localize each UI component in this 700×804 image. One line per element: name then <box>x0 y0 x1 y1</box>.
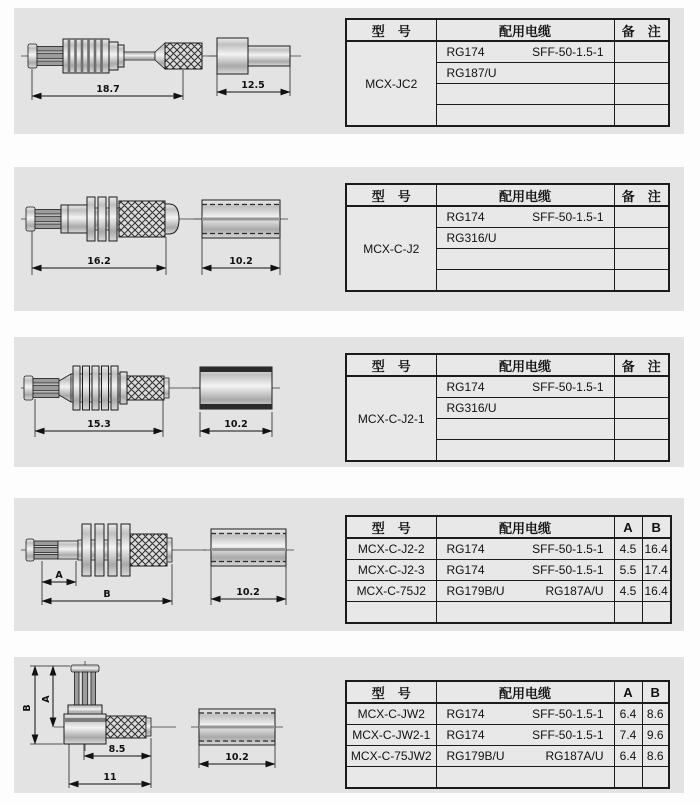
cable-cell <box>436 398 614 419</box>
cable-cell <box>436 538 614 560</box>
table-row <box>346 746 669 767</box>
crimp-sleeve <box>155 43 202 69</box>
col-header-cable: 配用电缆 <box>436 19 614 41</box>
table-row <box>346 376 669 398</box>
dimension-label: B <box>22 704 33 712</box>
dim-a-cell: 4.5 <box>614 581 642 602</box>
pin-contacts <box>28 44 63 68</box>
dimension-body-length <box>32 69 183 100</box>
cable-cell <box>436 746 614 767</box>
dimension-ferrule-length <box>200 412 272 437</box>
cable-cell <box>436 440 614 462</box>
dimension-ferrule-length <box>199 745 275 768</box>
crimp-sleeve <box>106 716 151 738</box>
dim-a-cell <box>614 602 642 624</box>
cable-primary: RG187/U <box>446 66 497 80</box>
crimp-sleeve <box>119 201 179 237</box>
col-header-cable: 配用电缆 <box>436 516 614 538</box>
cable-secondary: SFF-50-1.5-1 <box>532 380 604 394</box>
cable-cell <box>436 206 614 228</box>
model-cell: MCX-JC2 <box>346 41 436 126</box>
dim-b-cell: 9.6 <box>642 725 669 746</box>
spec-table-mcx-c-jw2 <box>345 680 670 789</box>
dim-a-cell: 5.5 <box>614 560 642 581</box>
dimension-label: 16.2 <box>87 256 111 267</box>
cable-primary: RG179B/U <box>446 749 505 763</box>
cable-secondary: SFF-50-1.5-1 <box>532 563 604 577</box>
col-header-model: 型 号 <box>346 681 436 703</box>
col-header-a: A <box>614 681 642 703</box>
dimension-label: 8.5 <box>108 744 126 755</box>
remark-cell <box>614 376 669 398</box>
cable-cell <box>436 581 614 602</box>
table-row <box>346 725 669 746</box>
remark-cell <box>614 41 669 63</box>
section-mcx-jc2 <box>14 8 684 134</box>
pin-contacts <box>26 539 58 561</box>
spec-table-mcx-c-j2 <box>345 183 670 292</box>
cable-primary: RG174 <box>446 380 485 394</box>
connector-body <box>64 714 106 744</box>
table-row <box>346 206 669 228</box>
pin-contacts <box>26 207 61 231</box>
dimension-ferrule-length <box>202 238 280 275</box>
remark-cell <box>614 63 669 84</box>
model-cell: MCX-C-J2-2 <box>346 538 436 560</box>
ferrule-body <box>192 367 280 409</box>
cable-secondary: RG187A/U <box>545 749 604 763</box>
cable-primary: RG174 <box>446 707 485 721</box>
col-header-cable: 配用电缆 <box>436 354 614 376</box>
dim-a-cell: 7.4 <box>614 725 642 746</box>
model-cell: MCX-C-J2-3 <box>346 560 436 581</box>
cable-cell <box>436 602 614 624</box>
model-cell <box>346 767 436 789</box>
remark-cell <box>614 419 669 440</box>
dimension-label: B <box>103 589 111 600</box>
cable-cell <box>436 105 614 127</box>
pin-contacts <box>24 376 59 400</box>
spec-table-mcx-c-j2-1 <box>345 353 670 462</box>
remark-cell <box>614 440 669 462</box>
dimension-label: 12.5 <box>241 80 265 91</box>
dimension-label: 10.2 <box>224 419 248 430</box>
remark-cell <box>614 249 669 270</box>
model-cell: MCX-C-JW2 <box>346 703 436 725</box>
model-cell: MCX-C-J2 <box>346 206 436 291</box>
cable-secondary: SFF-50-1.5-1 <box>532 707 604 721</box>
col-header-remark: 备 注 <box>614 184 669 206</box>
cable-secondary: SFF-50-1.5-1 <box>532 210 604 224</box>
ferrule-body <box>194 200 288 238</box>
table-row <box>346 581 671 602</box>
cable-primary: RG316/U <box>446 401 497 415</box>
col-header-cable: 配用电缆 <box>436 681 614 703</box>
pin-contacts <box>68 665 102 714</box>
technical-drawing-mcx-c-jw2 <box>16 657 346 793</box>
remark-cell <box>614 206 669 228</box>
dimension-label: A <box>55 570 63 581</box>
remark-cell <box>614 270 669 292</box>
cable-cell <box>436 767 614 789</box>
connector-body <box>58 524 130 576</box>
table-row <box>346 560 671 581</box>
table-row <box>346 41 669 63</box>
cable-secondary: SFF-50-1.5-1 <box>532 728 604 742</box>
dimension-ferrule-length <box>211 566 286 605</box>
model-cell: MCX-C-J2-1 <box>346 376 436 461</box>
dim-a-cell: 6.4 <box>614 746 642 767</box>
dimension-sleeve-length <box>84 738 151 788</box>
cable-cell <box>436 41 614 63</box>
table-row <box>346 767 669 789</box>
col-header-remark: 备 注 <box>614 19 669 41</box>
dim-a-cell <box>614 767 642 789</box>
cable-cell <box>436 63 614 84</box>
cable-cell <box>436 228 614 249</box>
ferrule-body <box>191 709 283 745</box>
dimension-label: 11 <box>103 772 117 783</box>
crimp-sleeve <box>127 376 169 400</box>
cable-primary: RG316/U <box>446 231 497 245</box>
cable-primary: RG174 <box>446 210 485 224</box>
dim-b-cell: 16.4 <box>642 581 671 602</box>
remark-cell <box>614 84 669 105</box>
cable-primary: RG174 <box>446 45 485 59</box>
dimension-label: 15.3 <box>87 419 111 430</box>
dimension-label: A <box>41 695 52 703</box>
cable-secondary: SFF-50-1.5-1 <box>532 45 604 59</box>
technical-drawing-mcx-c-j2-1 <box>16 337 346 467</box>
remark-cell <box>614 105 669 127</box>
remark-cell <box>614 228 669 249</box>
cable-primary: RG174 <box>446 542 485 556</box>
table-row <box>346 703 669 725</box>
remark-cell <box>614 398 669 419</box>
col-header-model: 型 号 <box>346 354 436 376</box>
cable-cell <box>436 703 614 725</box>
technical-drawing-mcx-c-j2 <box>16 167 346 311</box>
dimension-label: 10.2 <box>236 587 260 598</box>
connector-body <box>63 39 155 73</box>
dim-a-cell: 6.4 <box>614 703 642 725</box>
cable-primary: RG174 <box>446 563 485 577</box>
dimension-label: 10.2 <box>225 752 249 763</box>
ferrule-body <box>209 38 301 74</box>
col-header-b: B <box>642 516 671 538</box>
dim-b-cell <box>642 602 671 624</box>
section-mcx-c-j2-2 <box>14 498 684 631</box>
col-header-b: B <box>642 681 669 703</box>
col-header-model: 型 号 <box>346 516 436 538</box>
col-header-remark: 备 注 <box>614 354 669 376</box>
technical-drawing-mcx-jc2 <box>16 8 346 134</box>
cable-secondary: RG187A/U <box>545 584 604 598</box>
cable-cell <box>436 725 614 746</box>
col-header-model: 型 号 <box>346 19 436 41</box>
section-mcx-c-j2 <box>14 167 684 311</box>
col-header-a: A <box>614 516 642 538</box>
dimension-label: 18.7 <box>96 84 120 95</box>
spec-table-mcx-c-j2-2 <box>345 515 672 624</box>
dim-b-cell <box>642 767 669 789</box>
cable-secondary: SFF-50-1.5-1 <box>532 542 604 556</box>
technical-drawing-mcx-c-j2-2 <box>16 498 346 631</box>
cable-cell <box>436 560 614 581</box>
cable-primary: RG174 <box>446 728 485 742</box>
ferrule-body <box>203 529 294 566</box>
model-cell: MCX-C-JW2-1 <box>346 725 436 746</box>
section-mcx-c-jw2 <box>14 657 684 793</box>
cable-cell <box>436 270 614 292</box>
dimension-a <box>42 561 76 605</box>
cable-primary: RG179B/U <box>446 584 505 598</box>
dimension-label: 10.2 <box>229 256 253 267</box>
dim-b-cell: 8.6 <box>642 703 669 725</box>
section-mcx-c-j2-1 <box>14 337 684 467</box>
dimension-a <box>41 666 53 727</box>
spec-table-mcx-jc2 <box>345 18 670 127</box>
col-header-model: 型 号 <box>346 184 436 206</box>
model-cell: MCX-C-75J2 <box>346 581 436 602</box>
cable-cell <box>436 376 614 398</box>
table-row <box>346 602 671 624</box>
connector-body <box>61 197 121 241</box>
col-header-cable: 配用电缆 <box>436 184 614 206</box>
dim-b-cell: 17.4 <box>642 560 671 581</box>
model-cell: MCX-C-75JW2 <box>346 746 436 767</box>
connector-body <box>59 366 127 410</box>
model-cell <box>346 602 436 624</box>
dimension-b <box>22 666 70 744</box>
dim-b-cell: 16.4 <box>642 538 671 560</box>
cable-cell <box>436 84 614 105</box>
dim-a-cell: 4.5 <box>614 538 642 560</box>
cable-cell <box>436 249 614 270</box>
dim-b-cell: 8.6 <box>642 746 669 767</box>
cable-cell <box>436 419 614 440</box>
crimp-sleeve <box>130 534 172 566</box>
table-row <box>346 538 671 560</box>
